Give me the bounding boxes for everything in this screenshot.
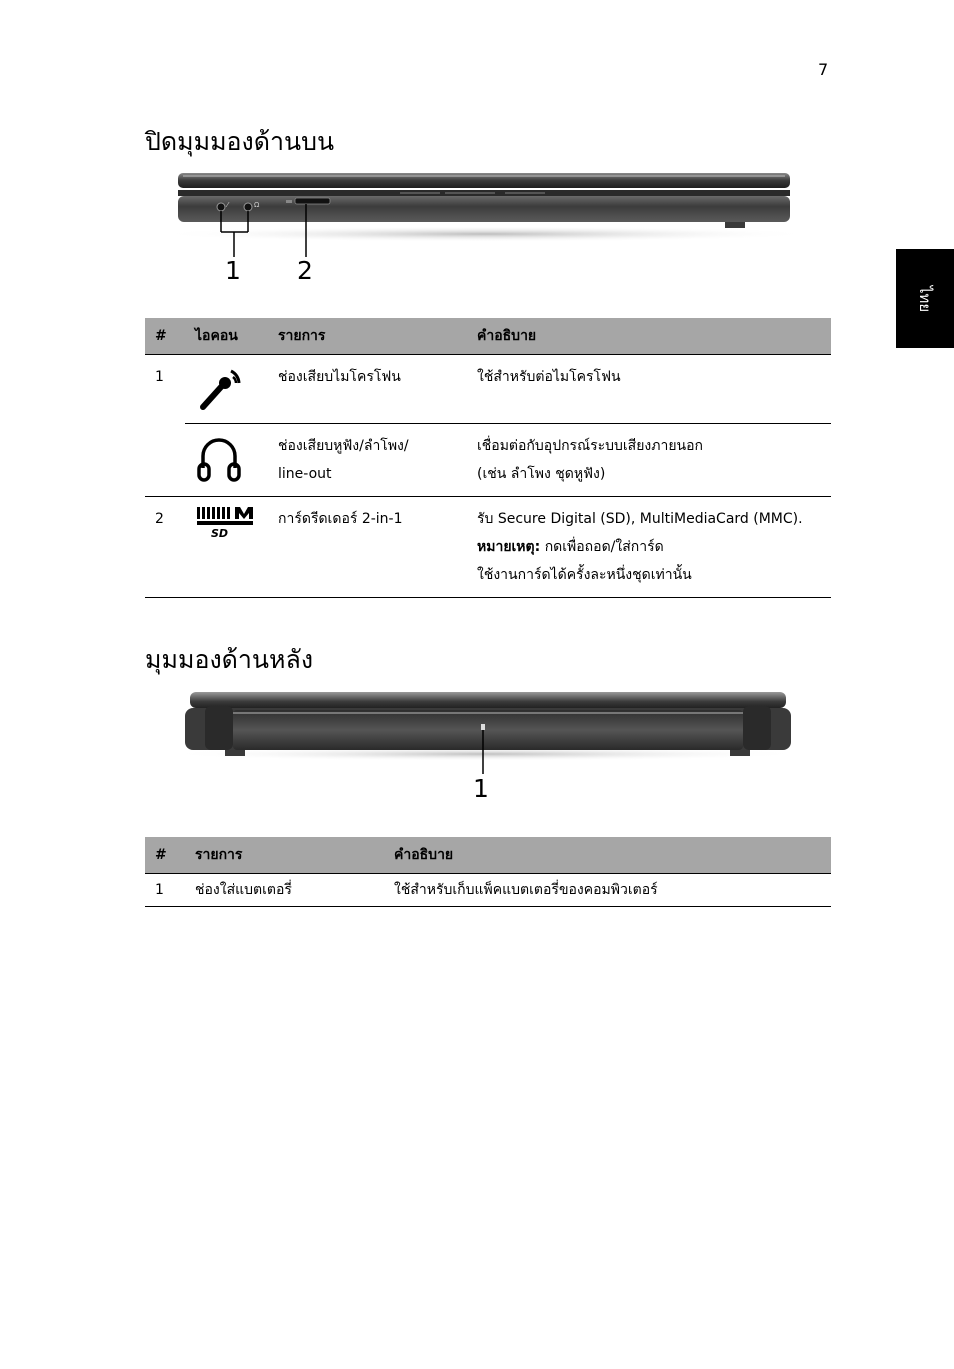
- header-icon: ไอคอน: [185, 318, 268, 355]
- row-num: [145, 424, 185, 497]
- svg-text:Ω: Ω: [254, 201, 260, 209]
- row-description: ใช้สำหรับต่อไมโครโฟน: [467, 355, 831, 424]
- row-num: 2: [145, 497, 185, 598]
- rear-illustration: [145, 684, 831, 808]
- card-reader-icon: [185, 497, 268, 598]
- page-number: 7: [818, 60, 829, 79]
- table-row: [145, 355, 831, 424]
- callout-1: 1: [473, 774, 489, 803]
- laptop-front-drawing: [145, 162, 831, 292]
- header-item: รายการ: [268, 318, 467, 355]
- table-header-row: [145, 837, 831, 874]
- row-description: เชื่อมต่อกับอุปกรณ์ระบบเสียงภายนอก (เช่น ลำโพง ชุดหูฟัง): [467, 424, 831, 497]
- table-row: [145, 874, 831, 907]
- closed-front-title: ปิดมุมมองด้านบน: [145, 127, 335, 156]
- callout-2: 2: [297, 256, 313, 285]
- closed-front-table: [145, 318, 831, 598]
- language-tab-label: ไทย: [916, 285, 934, 312]
- header-description: คำอธิบาย: [384, 837, 831, 874]
- table-row: [145, 424, 831, 497]
- row-item: ช่องใส่แบตเตอรี่: [185, 874, 384, 907]
- closed-front-illustration: [145, 162, 831, 292]
- row-item: การ์ดรีดเดอร์ 2-in-1: [268, 497, 467, 598]
- header-num: #: [145, 318, 185, 355]
- row-num: 1: [155, 369, 164, 385]
- rear-table: [145, 837, 831, 907]
- table-row: [145, 497, 831, 598]
- svg-text:SD: SD: [211, 527, 229, 540]
- language-tab: [896, 249, 954, 348]
- header-description: คำอธิบาย: [467, 318, 831, 355]
- note-label: หมายเหตุ:: [477, 539, 541, 555]
- svg-text:⁄: ⁄: [227, 201, 229, 209]
- microphone-icon: [185, 355, 268, 424]
- note-line: หมายเหตุ: กดเพื่อถอด/ใส่การ์ด: [477, 539, 664, 555]
- header-item: รายการ: [185, 837, 384, 874]
- row-description: รับ Secure Digital (SD), MultiMediaCard (MMC). หมายเหตุ: กดเพื่อถอด/ใส่การ์ด ใช้งานการ์ดได้ครั้งละหนึ่งชุดเท่านั้น: [467, 497, 831, 598]
- headphones-icon: [185, 424, 268, 497]
- row-num: 1: [145, 874, 185, 907]
- rear-view-title: มุมมองด้านหลัง: [145, 645, 314, 674]
- row-item: ช่องเสียบไมโครโฟน: [268, 355, 467, 424]
- row-item: ช่องเสียบหูฟัง/ลำโพง/ line-out: [268, 424, 467, 497]
- callout-1: 1: [225, 256, 241, 285]
- table-header-row: [145, 318, 831, 355]
- header-num: #: [145, 837, 185, 874]
- row-description: ใช้สำหรับเก็บแพ็คแบตเตอรี่ของคอมพิวเตอร์: [384, 874, 831, 907]
